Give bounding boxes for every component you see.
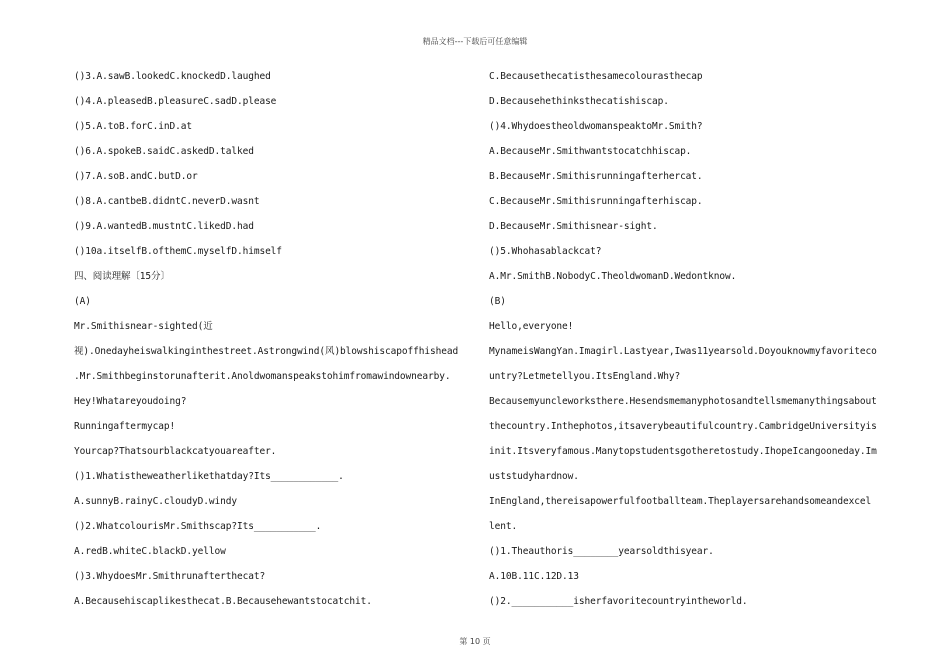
text-line: Yourcap?Thatsourblackcatyouareafter. — [74, 446, 277, 457]
text-line: InEngland,thereisapowerfulfootballteam.Theplayersarehandsomeandexcel — [489, 496, 872, 507]
text-line: 四、阅读理解〔15分〕 — [74, 271, 170, 282]
text-line: (A) — [74, 296, 91, 307]
text-line: D.Becausehethinksthecatishiscap. — [489, 96, 669, 107]
text-line: Runningaftermycap! — [74, 421, 176, 432]
text-line: A.10B.11C.12D.13 — [489, 571, 579, 582]
text-line: ()1.Theauthoris________yearsoldthisyear. — [489, 546, 714, 557]
text-line: Becausemyuncleworksthere.Hesendsmemanyphotosandtellsmemanythingsabout — [489, 396, 877, 407]
text-line: ()3.A.sawB.lookedC.knockedD.laughed — [74, 71, 271, 82]
text-line: ()1.Whatistheweatherlikethatday?Its____________. — [74, 471, 344, 482]
text-line: A.redB.whiteC.blackD.yellow — [74, 546, 226, 557]
text-line: A.Becausehiscaplikesthecat.B.Becausehewantstocatchit. — [74, 596, 372, 607]
text-line: 视).Onedayheiswalkinginthestreet.Astrongwind(风)blowshiscapoffhishead — [74, 346, 459, 357]
text-line: (B) — [489, 296, 506, 307]
text-line: C.BecauseMr.Smithisrunningafterhiscap. — [489, 196, 703, 207]
text-line: thecountry.Inthephotos,itsaverybeautifulcountry.CambridgeUniversityis — [489, 421, 877, 432]
text-line: Hello,everyone! — [489, 321, 574, 332]
text-line: Hey!Whatareyoudoing? — [74, 396, 187, 407]
text-line: Mr.Smithisnear-sighted(近 — [74, 321, 213, 332]
page-header: 精品文档---下载后可任意编辑 — [422, 37, 528, 46]
text-line: ()3.WhydoesMr.Smithrunafterthecat? — [74, 571, 266, 582]
text-line: ()7.A.soB.andC.butD.or — [74, 171, 198, 182]
text-line: ()5.A.toB.forC.inD.at — [74, 121, 193, 132]
text-line: ()4.WhydoestheoldwomanspeaktoMr.Smith? — [489, 121, 703, 132]
text-line: ()9.A.wantedB.mustntC.likedD.had — [74, 221, 254, 232]
text-line: A.sunnyB.rainyC.cloudyD.windy — [74, 496, 237, 507]
right-column — [489, 64, 889, 614]
text-line: ()10a.itselfB.ofthemC.myselfD.himself — [74, 246, 282, 257]
text-line: MynameisWangYan.Imagirl.Lastyear,Iwas11yearsold.Doyouknowmyfavoriteco — [489, 346, 877, 357]
text-line: A.BecauseMr.Smithwantstocatchhiscap. — [489, 146, 692, 157]
text-line: B.BecauseMr.Smithisrunningafterhercat. — [489, 171, 703, 182]
text-line: .Mr.Smithbeginstorunafterit.Anoldwomanspeakstohimfromawindownearby. — [74, 371, 451, 382]
text-line: ()4.A.pleasedB.pleasureC.sadD.please — [74, 96, 277, 107]
text-line: A.Mr.SmithB.NobodyC.TheoldwomanD.Wedontknow. — [489, 271, 737, 282]
text-line: ()5.Whohasablackcat? — [489, 246, 602, 257]
text-line: ()2.___________isherfavoritecountryintheworld. — [489, 596, 748, 607]
text-line: ()8.A.cantbeB.didntC.neverD.wasnt — [74, 196, 260, 207]
text-line: untry?Letmetellyou.ItsEngland.Why? — [489, 371, 681, 382]
text-line: D.BecauseMr.Smithisnear-sight. — [489, 221, 658, 232]
text-line: ()2.WhatcolourisMr.Smithscap?Its___________. — [74, 521, 322, 532]
page-footer: 第 10 页 — [459, 637, 491, 646]
text-line: lent. — [489, 521, 518, 532]
text-line: init.Itsveryfamous.Manytopstudentsgotheretostudy.IhopeIcangooneday.Im — [489, 446, 877, 457]
text-line: C.Becausethecatisthesamecolourasthecap — [489, 71, 703, 82]
left-column — [74, 64, 474, 614]
text-line: ()6.A.spokeB.saidC.askedD.talked — [74, 146, 254, 157]
text-line: uststudyhardnow. — [489, 471, 579, 482]
